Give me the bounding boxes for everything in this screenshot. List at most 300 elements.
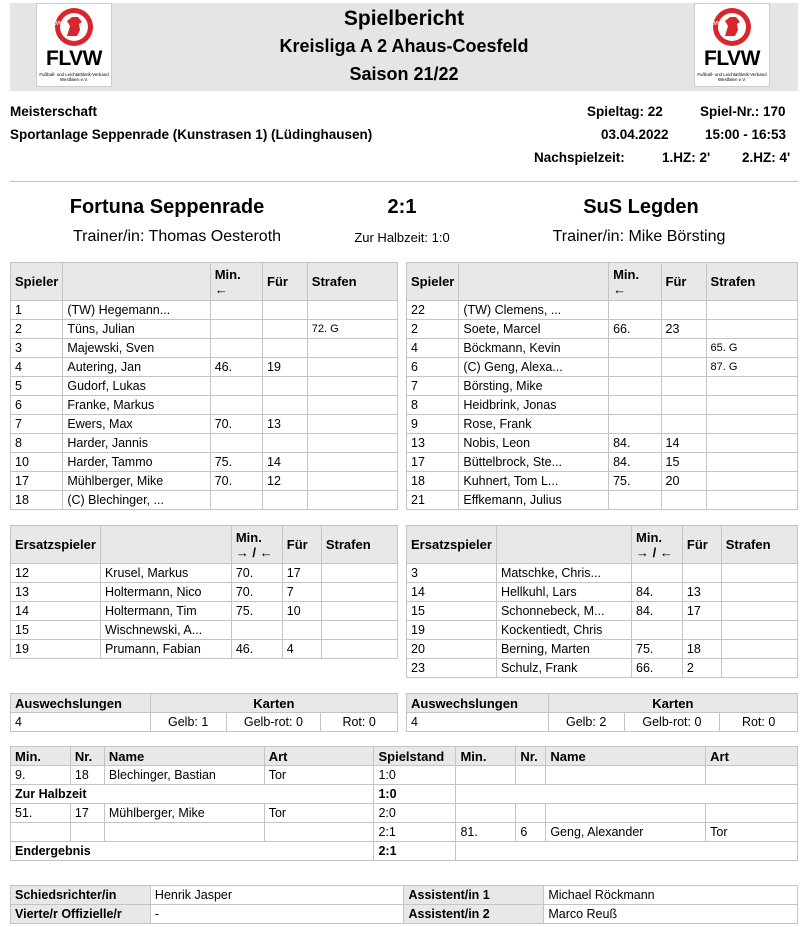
event-row <box>11 785 798 804</box>
away-subs-table <box>406 525 798 678</box>
player-sub-for: 20 <box>661 472 706 491</box>
player-row <box>11 434 398 453</box>
player-sub-minute: 70. <box>231 583 282 602</box>
svg-text:FLVW: FLVW <box>50 21 64 27</box>
col-penalties: Strafen <box>706 263 797 301</box>
player-sub-minute: 46. <box>210 358 262 377</box>
player-row <box>11 358 398 377</box>
player-sub-for <box>263 339 308 358</box>
col-min: Min. → / ← <box>632 526 683 564</box>
player-sub-for: 13 <box>682 583 721 602</box>
away-team-name: SuS Legden <box>583 196 699 218</box>
player-sub-minute <box>210 491 262 510</box>
col-away-nr: Nr. <box>516 747 546 766</box>
yellow-red-cards: Gelb-rot: 0 <box>624 713 720 732</box>
player-name: Berning, Marten <box>496 640 631 659</box>
player-row <box>407 583 798 602</box>
away-summary-table <box>406 693 798 732</box>
col-home-nr: Nr. <box>70 747 104 766</box>
venue: Sportanlage Seppenrade (Kunstrasen 1) (Lüdinghausen) <box>10 127 373 142</box>
player-name: Gudorf, Lukas <box>63 377 210 396</box>
home-event-minute: 51. <box>11 804 71 823</box>
home-event-player <box>104 823 264 842</box>
player-sub-minute <box>609 491 661 510</box>
match-date: 03.04.2022 <box>601 127 669 142</box>
away-event-type: Tor <box>706 823 798 842</box>
event-score: 1:0 <box>374 785 456 804</box>
event-label: Zur Halbzeit <box>11 785 374 804</box>
home-event-type: Tor <box>264 804 374 823</box>
col-player: Spieler <box>407 263 459 301</box>
player-penalty <box>721 583 797 602</box>
player-penalty <box>706 377 797 396</box>
player-name: Franke, Markus <box>63 396 210 415</box>
player-name: Holtermann, Tim <box>100 602 231 621</box>
player-penalty <box>721 621 797 640</box>
assistant2-label: Assistent/in 2 <box>404 905 544 924</box>
player-row <box>11 396 398 415</box>
player-number: 17 <box>407 453 459 472</box>
officials-table <box>10 885 798 924</box>
player-penalty <box>706 434 797 453</box>
player-sub-minute <box>210 339 262 358</box>
home-event-type <box>264 823 374 842</box>
home-team-name: Fortuna Seppenrade <box>69 196 265 218</box>
player-number: 7 <box>11 415 63 434</box>
away-event-player: Geng, Alexander <box>546 823 706 842</box>
player-sub-minute <box>609 377 661 396</box>
player-sub-minute: 84. <box>609 453 661 472</box>
player-sub-for <box>661 301 706 320</box>
player-number: 12 <box>11 564 101 583</box>
player-penalty <box>706 415 797 434</box>
player-row <box>11 602 398 621</box>
player-sub-for: 7 <box>282 583 321 602</box>
event-row <box>11 842 798 861</box>
match-events-table <box>10 746 798 861</box>
player-name: Matschke, Chris... <box>496 564 631 583</box>
player-sub-minute: 84. <box>632 583 683 602</box>
player-name: Autering, Jan <box>63 358 210 377</box>
player-sub-minute <box>210 301 262 320</box>
player-number: 19 <box>11 640 101 659</box>
player-number: 22 <box>407 301 459 320</box>
player-number: 4 <box>11 358 63 377</box>
player-number: 17 <box>11 472 63 491</box>
player-name: Schonnebeck, M... <box>496 602 631 621</box>
away-lineup-table <box>406 262 798 510</box>
player-sub-for: 10 <box>282 602 321 621</box>
event-score: 2:0 <box>374 804 456 823</box>
player-row <box>407 320 798 339</box>
logo-subtitle: Fußball- und Leichtathletik-Verband Westfalen e.V. <box>697 72 767 82</box>
away-event-number <box>516 804 546 823</box>
player-sub-minute <box>609 396 661 415</box>
player-penalty <box>321 564 397 583</box>
extra-time-label: Nachspielzeit: <box>534 150 625 165</box>
player-penalty <box>321 583 397 602</box>
yellow-cards: Gelb: 2 <box>548 713 624 732</box>
horse-emblem-icon <box>695 4 769 50</box>
divider <box>10 181 798 182</box>
col-sub: Ersatzspieler <box>407 526 497 564</box>
logo-wordmark: FLVW <box>46 47 102 70</box>
player-sub-for <box>661 491 706 510</box>
player-number: 4 <box>407 339 459 358</box>
player-penalty <box>321 640 397 659</box>
player-sub-minute: 75. <box>210 453 262 472</box>
player-sub-minute: 75. <box>609 472 661 491</box>
away-event-type <box>706 766 798 785</box>
player-sub-for <box>263 434 308 453</box>
player-sub-minute <box>632 564 683 583</box>
player-row <box>11 453 398 472</box>
report-header <box>10 3 798 91</box>
home-event-number <box>70 823 104 842</box>
player-sub-for <box>661 415 706 434</box>
player-number: 2 <box>407 320 459 339</box>
player-number: 3 <box>11 339 63 358</box>
col-min: Min. ← <box>210 263 262 301</box>
player-number: 18 <box>11 491 63 510</box>
away-event-type <box>706 804 798 823</box>
player-sub-for <box>263 377 308 396</box>
player-name: Wischnewski, A... <box>100 621 231 640</box>
player-sub-minute <box>609 339 661 358</box>
assistant2-name: Marco Reuß <box>544 905 798 924</box>
player-name: (TW) Clemens, ... <box>459 301 609 320</box>
player-name: Holtermann, Nico <box>100 583 231 602</box>
player-penalty <box>721 564 797 583</box>
player-penalty <box>307 396 397 415</box>
player-penalty <box>706 472 797 491</box>
player-number: 21 <box>407 491 459 510</box>
red-cards: Rot: 0 <box>720 713 798 732</box>
page-title: Spielbericht <box>343 7 465 30</box>
flvw-logo-right <box>694 3 770 87</box>
player-row <box>407 377 798 396</box>
player-number: 23 <box>407 659 497 678</box>
halftime-score: Zur Halbzeit: 1:0 <box>354 230 450 245</box>
player-row <box>11 491 398 510</box>
away-event-minute <box>456 804 516 823</box>
player-row <box>407 621 798 640</box>
player-number: 9 <box>407 415 459 434</box>
col-for: Für <box>282 526 321 564</box>
event-row <box>11 804 798 823</box>
player-number: 1 <box>11 301 63 320</box>
player-row <box>407 339 798 358</box>
player-name: Kockentiedt, Chris <box>496 621 631 640</box>
player-penalty <box>307 339 397 358</box>
player-sub-minute <box>609 415 661 434</box>
subs-count: 4 <box>11 713 151 732</box>
player-sub-minute <box>210 434 262 453</box>
player-penalty <box>321 602 397 621</box>
player-penalty <box>307 491 397 510</box>
player-number: 10 <box>11 453 63 472</box>
home-event-minute: 9. <box>11 766 71 785</box>
extra-time-first-half: 1.HZ: 2' <box>662 150 711 165</box>
player-sub-minute <box>231 621 282 640</box>
player-penalty <box>307 453 397 472</box>
player-sub-for <box>263 491 308 510</box>
player-name: Kuhnert, Tom L... <box>459 472 609 491</box>
yellow-red-cards: Gelb-rot: 0 <box>226 713 321 732</box>
player-number: 18 <box>407 472 459 491</box>
player-number: 6 <box>407 358 459 377</box>
player-sub-minute: 70. <box>210 415 262 434</box>
player-row <box>407 640 798 659</box>
player-sub-for <box>263 320 308 339</box>
player-penalty <box>307 301 397 320</box>
cards-header: Karten <box>548 694 797 713</box>
player-sub-for: 12 <box>263 472 308 491</box>
player-name: Nobis, Leon <box>459 434 609 453</box>
logo-wordmark: FLVW <box>704 47 760 70</box>
player-sub-for: 18 <box>682 640 721 659</box>
player-penalty: 87. G <box>706 358 797 377</box>
extra-time-second-half: 2.HZ: 4' <box>742 150 791 165</box>
season-label: Saison 21/22 <box>349 64 459 84</box>
player-penalty <box>321 621 397 640</box>
player-row <box>407 358 798 377</box>
player-penalty <box>721 602 797 621</box>
player-sub-minute: 70. <box>210 472 262 491</box>
player-row <box>11 377 398 396</box>
subs-count-header: Auswechslungen <box>11 694 151 713</box>
col-home-name: Name <box>104 747 264 766</box>
player-sub-minute <box>609 301 661 320</box>
player-name: Rose, Frank <box>459 415 609 434</box>
player-sub-minute: 70. <box>231 564 282 583</box>
col-penalties: Strafen <box>307 263 397 301</box>
fourth-official-name: - <box>150 905 404 924</box>
player-sub-minute: 75. <box>231 602 282 621</box>
col-min: Min. ← <box>609 263 661 301</box>
event-score: 2:1 <box>374 823 456 842</box>
player-penalty <box>307 434 397 453</box>
player-row <box>11 339 398 358</box>
player-sub-minute: 75. <box>632 640 683 659</box>
player-number: 14 <box>11 602 101 621</box>
player-name: (C) Geng, Alexa... <box>459 358 609 377</box>
yellow-cards: Gelb: 1 <box>150 713 226 732</box>
home-subs-table <box>10 525 398 659</box>
player-sub-minute: 46. <box>231 640 282 659</box>
player-row <box>407 434 798 453</box>
fourth-official-label: Vierte/r Offizielle/r <box>11 905 151 924</box>
player-row <box>11 621 398 640</box>
player-number: 14 <box>407 583 497 602</box>
event-row <box>11 823 798 842</box>
player-name: Büttelbrock, Ste... <box>459 453 609 472</box>
col-away-type: Art <box>706 747 798 766</box>
player-penalty <box>706 320 797 339</box>
player-number: 6 <box>11 396 63 415</box>
player-sub-for: 15 <box>661 453 706 472</box>
player-sub-for: 17 <box>682 602 721 621</box>
player-name: Majewski, Sven <box>63 339 210 358</box>
player-name: Schulz, Frank <box>496 659 631 678</box>
player-penalty: 72. G <box>307 320 397 339</box>
away-event-player <box>546 766 706 785</box>
player-number: 8 <box>407 396 459 415</box>
col-sub: Ersatzspieler <box>11 526 101 564</box>
player-sub-minute: 84. <box>632 602 683 621</box>
player-sub-for <box>282 621 321 640</box>
player-sub-for <box>263 301 308 320</box>
player-sub-for <box>263 396 308 415</box>
player-sub-minute <box>210 377 262 396</box>
player-number: 15 <box>407 602 497 621</box>
svg-text:FLVW: FLVW <box>708 21 722 27</box>
player-name: Heidbrink, Jonas <box>459 396 609 415</box>
player-row <box>11 415 398 434</box>
home-trainer: Trainer/in: Thomas Oesteroth <box>72 228 282 245</box>
player-name: Mühlberger, Mike <box>63 472 210 491</box>
player-number: 2 <box>11 320 63 339</box>
event-label: Endergebnis <box>11 842 374 861</box>
player-sub-minute: 66. <box>632 659 683 678</box>
player-name: Effkemann, Julius <box>459 491 609 510</box>
player-name: Böckmann, Kevin <box>459 339 609 358</box>
player-penalty <box>307 415 397 434</box>
player-penalty <box>706 301 797 320</box>
player-sub-for <box>661 358 706 377</box>
player-row <box>407 491 798 510</box>
player-row <box>407 602 798 621</box>
player-sub-for: 23 <box>661 320 706 339</box>
player-sub-for: 19 <box>263 358 308 377</box>
player-penalty <box>706 396 797 415</box>
player-penalty <box>706 453 797 472</box>
player-name: Tüns, Julian <box>63 320 210 339</box>
player-row <box>407 301 798 320</box>
player-row <box>11 583 398 602</box>
player-sub-for: 13 <box>263 415 308 434</box>
away-event-number: 6 <box>516 823 546 842</box>
event-empty <box>456 785 798 804</box>
player-number: 15 <box>11 621 101 640</box>
player-number: 7 <box>407 377 459 396</box>
event-row <box>11 766 798 785</box>
player-sub-for: 14 <box>263 453 308 472</box>
player-number: 19 <box>407 621 497 640</box>
col-away-name: Name <box>546 747 706 766</box>
red-cards: Rot: 0 <box>321 713 398 732</box>
player-penalty <box>706 491 797 510</box>
col-player: Spieler <box>11 263 63 301</box>
col-min: Min. → / ← <box>231 526 282 564</box>
match-time: 15:00 - 16:53 <box>705 127 787 142</box>
away-event-player <box>546 804 706 823</box>
subs-count: 4 <box>407 713 549 732</box>
player-name: Harder, Tammo <box>63 453 210 472</box>
player-row <box>407 564 798 583</box>
player-number: 13 <box>407 434 459 453</box>
player-row <box>11 640 398 659</box>
player-sub-for <box>661 396 706 415</box>
player-name: Harder, Jannis <box>63 434 210 453</box>
assistant1-label: Assistent/in 1 <box>404 886 544 905</box>
home-summary-table <box>10 693 398 732</box>
referee-label: Schiedsrichter/in <box>11 886 151 905</box>
player-number: 5 <box>11 377 63 396</box>
final-score: 2:1 <box>387 196 417 218</box>
player-sub-for: 17 <box>282 564 321 583</box>
player-number: 20 <box>407 640 497 659</box>
player-penalty <box>307 358 397 377</box>
col-penalties: Strafen <box>721 526 797 564</box>
home-event-number: 18 <box>70 766 104 785</box>
player-sub-minute <box>210 320 262 339</box>
competition-type: Meisterschaft <box>10 104 98 119</box>
player-sub-minute: 66. <box>609 320 661 339</box>
col-home-type: Art <box>264 747 374 766</box>
player-row <box>407 453 798 472</box>
assistant1-name: Michael Röckmann <box>544 886 798 905</box>
player-row <box>407 659 798 678</box>
player-sub-for <box>682 564 721 583</box>
col-away-min: Min. <box>456 747 516 766</box>
player-row <box>407 472 798 491</box>
matchday: Spieltag: 22 <box>587 104 663 119</box>
player-sub-for <box>682 621 721 640</box>
event-empty <box>456 842 798 861</box>
home-event-type: Tor <box>264 766 374 785</box>
player-penalty <box>307 472 397 491</box>
player-name: Ewers, Max <box>63 415 210 434</box>
event-score: 2:1 <box>374 842 456 861</box>
away-event-minute: 81. <box>456 823 516 842</box>
player-sub-for: 4 <box>282 640 321 659</box>
home-event-player: Mühlberger, Mike <box>104 804 264 823</box>
subs-count-header: Auswechslungen <box>407 694 549 713</box>
home-lineup-table <box>10 262 398 510</box>
match-number: Spiel-Nr.: 170 <box>700 104 786 119</box>
player-name: Prumann, Fabian <box>100 640 231 659</box>
home-event-number: 17 <box>70 804 104 823</box>
player-name: Hellkuhl, Lars <box>496 583 631 602</box>
player-name: Krusel, Markus <box>100 564 231 583</box>
away-event-minute <box>456 766 516 785</box>
col-penalties: Strafen <box>321 526 397 564</box>
player-sub-minute <box>609 358 661 377</box>
home-event-player: Blechinger, Bastian <box>104 766 264 785</box>
player-sub-for <box>661 339 706 358</box>
referee-name: Henrik Jasper <box>150 886 404 905</box>
player-sub-for: 2 <box>682 659 721 678</box>
col-home-min: Min. <box>11 747 71 766</box>
player-penalty <box>721 640 797 659</box>
logo-subtitle: Fußball- und Leichtathletik-Verband Westfalen e.V. <box>39 72 109 82</box>
player-row <box>407 396 798 415</box>
player-penalty <box>307 377 397 396</box>
player-sub-minute: 84. <box>609 434 661 453</box>
col-for: Für <box>661 263 706 301</box>
player-number: 13 <box>11 583 101 602</box>
player-name: (C) Blechinger, ... <box>63 491 210 510</box>
player-penalty <box>721 659 797 678</box>
away-trainer: Trainer/in: Mike Börsting <box>552 228 726 245</box>
player-name: (TW) Hegemann... <box>63 301 210 320</box>
player-row <box>407 415 798 434</box>
player-row <box>11 301 398 320</box>
player-number: 8 <box>11 434 63 453</box>
header-titles <box>10 5 798 88</box>
col-for: Für <box>682 526 721 564</box>
